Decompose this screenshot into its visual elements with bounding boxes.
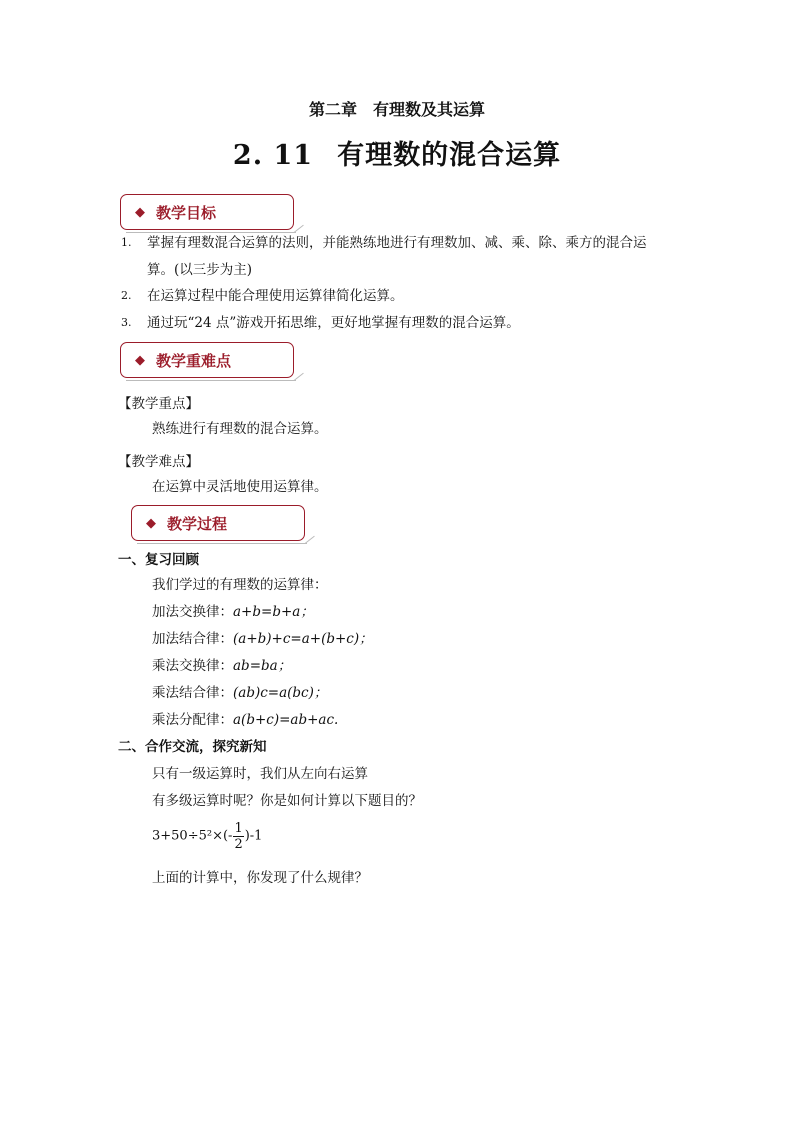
laws-intro: 我们学过的有理数的运算律：	[152, 577, 328, 593]
law-name: 乘法分配律：	[152, 712, 233, 728]
section-shadow	[137, 543, 307, 544]
section-title-key-points: 教学重难点	[156, 351, 232, 370]
law-row	[152, 657, 291, 675]
part1-title: 一、复习回顾	[118, 552, 199, 568]
law-formula: ab=ba；	[233, 658, 292, 674]
difficulty-label: 【教学难点】	[118, 454, 199, 470]
section-header-process	[131, 505, 305, 541]
focus-label: 【教学重点】	[118, 396, 199, 412]
law-formula: (ab)c=a(bc)；	[233, 685, 328, 701]
lesson-title	[0, 133, 794, 172]
law-formula: a(b+c)=ab+ac.	[233, 712, 339, 728]
goal-item-3: 通过玩“24 点”游戏开拓思维，更好地掌握有理数的混合运算。	[147, 315, 520, 331]
diamond-icon: ◆	[135, 204, 145, 220]
law-row	[152, 603, 314, 621]
expr-right: )-1	[244, 828, 263, 844]
section-header-key-points	[120, 342, 294, 378]
section-header-goals	[120, 194, 294, 230]
part2-line2: 有多级运算时呢？你是如何计算以下题目的？	[152, 793, 422, 809]
part2-line3: 上面的计算中，你发现了什么规律？	[152, 870, 368, 886]
law-formula: (a+b)+c=a+(b+c)；	[233, 631, 373, 647]
law-row	[152, 684, 327, 702]
chapter-title: 第二章 有理数及其运算	[308, 100, 485, 119]
law-name: 乘法交换律：	[152, 658, 233, 674]
goal-item-1-line1: 掌握有理数混合运算的法则，并能熟练地进行有理数加、减、乘、除、乘方的混合运	[147, 235, 647, 251]
law-row	[152, 630, 373, 648]
lesson-number: 2. 11	[232, 140, 314, 171]
section-shadow	[126, 232, 296, 233]
section-title-goals: 教学目标	[156, 203, 217, 222]
law-name: 乘法结合律：	[152, 685, 233, 701]
part2-title: 二、合作交流，探究新知	[118, 739, 267, 755]
diamond-icon: ◆	[135, 352, 145, 368]
goal-number-1: 1.	[121, 236, 132, 249]
difficulty-text: 在运算中灵活地使用运算律。	[152, 479, 328, 495]
section-tail	[294, 225, 304, 233]
expr-numerator: 1	[234, 821, 243, 836]
expr-left: 3+50÷5²×(-	[152, 828, 233, 844]
expr-fraction	[233, 821, 243, 852]
focus-text: 熟练进行有理数的混合运算。	[152, 421, 328, 437]
section-tail	[294, 373, 304, 381]
goal-item-2: 在运算过程中能合理使用运算律简化运算。	[147, 288, 404, 304]
law-name: 加法交换律：	[152, 604, 233, 620]
goal-item-1-line2: 算。(以三步为主)	[147, 262, 253, 278]
expr-denominator: 2	[234, 837, 243, 852]
section-title-process: 教学过程	[167, 514, 228, 533]
section-tail	[305, 536, 315, 544]
law-formula: a+b=b+a；	[233, 604, 314, 620]
goal-number-3: 3.	[121, 316, 132, 329]
lesson-name: 有理数的混合运算	[337, 140, 562, 171]
diamond-icon: ◆	[146, 515, 156, 531]
goal-number-2: 2.	[121, 289, 132, 302]
math-expression	[152, 821, 262, 852]
section-shadow	[126, 380, 296, 381]
law-row	[152, 711, 338, 729]
law-name: 加法结合律：	[152, 631, 233, 647]
part2-line1: 只有一级运算时，我们从左向右运算	[152, 766, 368, 782]
